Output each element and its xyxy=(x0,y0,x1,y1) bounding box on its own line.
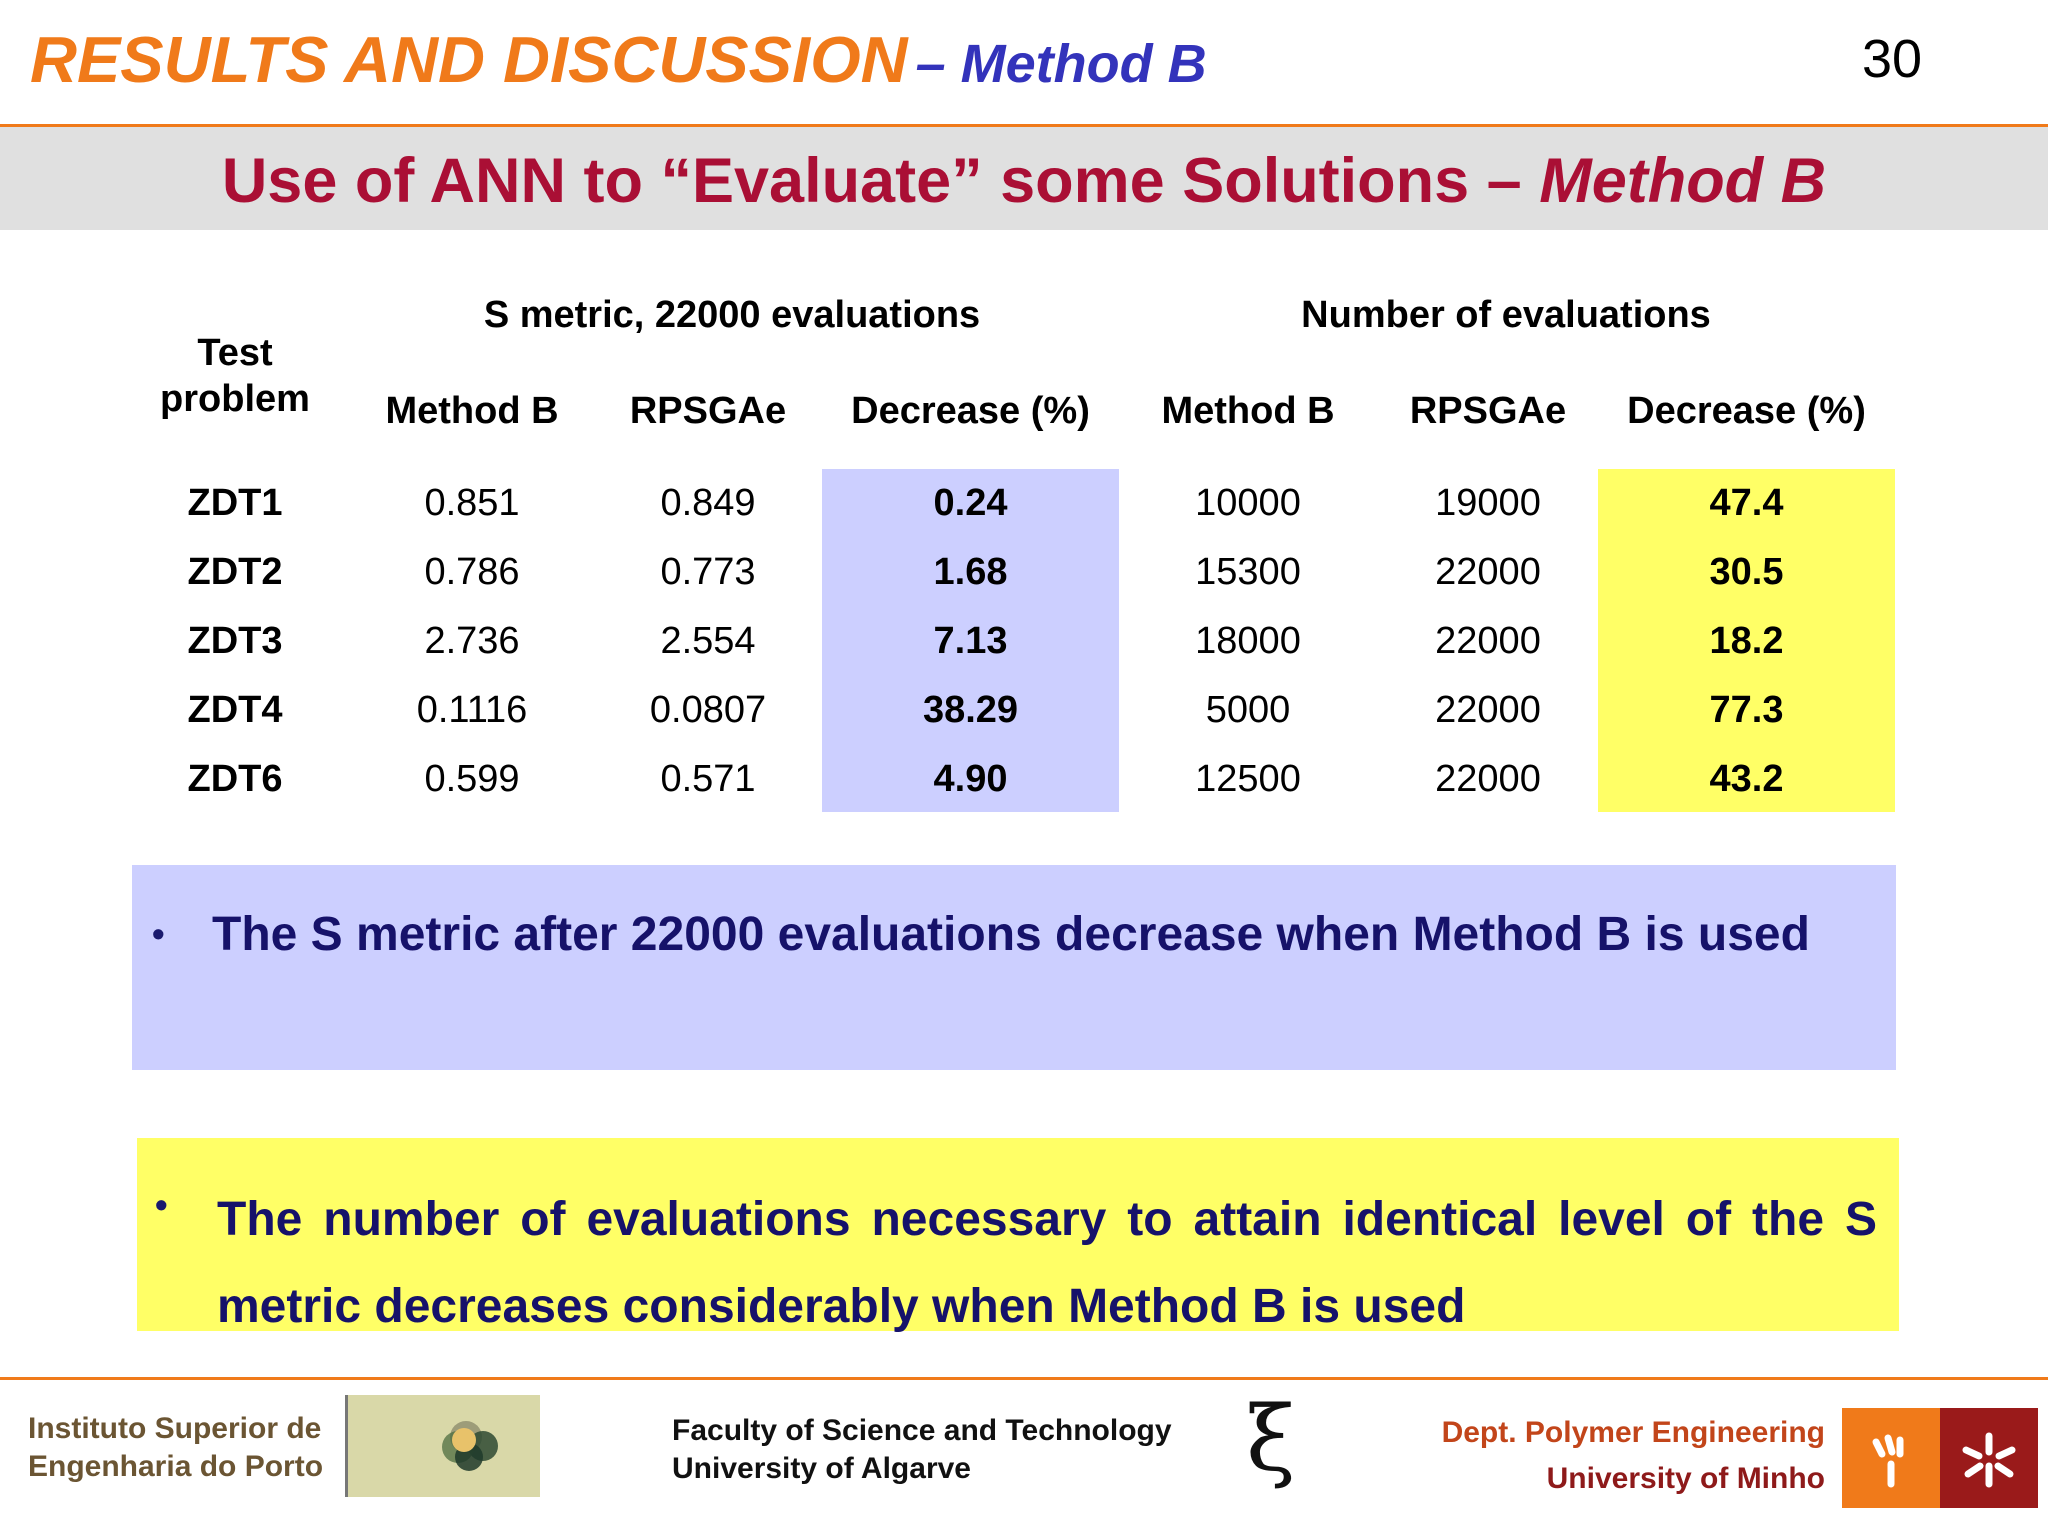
footer-divider xyxy=(0,1377,2048,1380)
bullet-box-s-metric xyxy=(132,865,1896,1070)
footer-algarve xyxy=(672,1412,1172,1488)
group-header-evaluations: Number of evaluations xyxy=(1301,294,1711,336)
slide-title-sub: – Method B xyxy=(915,34,1207,94)
minho-line2: University of Minho xyxy=(1546,1462,1825,1495)
subtitle-band xyxy=(0,127,2048,230)
bullet-icon: • xyxy=(155,1184,168,1225)
table-cell: 0.571 xyxy=(660,758,756,800)
table-cell: 0.0807 xyxy=(649,689,767,731)
table-cell: 10000 xyxy=(1195,482,1301,524)
table-cell: 0.599 xyxy=(424,758,520,800)
table-cell: 2.736 xyxy=(424,620,520,662)
col-header: Decrease (%) xyxy=(1627,390,1866,432)
table-cell: 4.90 xyxy=(933,758,1008,800)
table-cell: 0.1116 xyxy=(416,689,528,731)
group-header-s-metric: S metric, 22000 evaluations xyxy=(483,294,981,336)
table-cell: 19000 xyxy=(1435,482,1541,524)
algarve-line2: University of Algarve xyxy=(672,1452,971,1485)
table-cell: 18.2 xyxy=(1709,620,1784,662)
table-cell: 0.773 xyxy=(660,551,756,593)
algarve-line1: Faculty of Science and Technology xyxy=(672,1414,1172,1447)
table-cell: 7.13 xyxy=(933,620,1008,662)
bullet-box-evaluations xyxy=(137,1138,1899,1331)
footer-minho xyxy=(1442,1414,1825,1498)
table-cell: 0.851 xyxy=(424,482,520,524)
bullet-icon: • xyxy=(152,913,165,954)
table-cell: 77.3 xyxy=(1709,689,1784,731)
slide-title xyxy=(30,22,1207,97)
results-table xyxy=(0,280,2048,820)
col-header: Method B xyxy=(385,390,559,432)
table-cell: 5000 xyxy=(1205,689,1291,731)
isep-logo-graphic xyxy=(348,1395,540,1497)
table-cell: 38.29 xyxy=(922,689,1019,731)
table-cell: 2.554 xyxy=(660,620,756,662)
minho-logo xyxy=(1842,1408,2038,1508)
table-cell: 22000 xyxy=(1435,620,1541,662)
table-cell: 22000 xyxy=(1435,758,1541,800)
table-cell: 22000 xyxy=(1435,551,1541,593)
isep-line1: Instituto Superior de xyxy=(28,1412,322,1445)
table-cell: 0.786 xyxy=(424,551,520,593)
slide-subtitle xyxy=(0,145,2048,217)
table-cell-problem: ZDT6 xyxy=(187,758,283,800)
footer-isep xyxy=(28,1410,323,1486)
bullet-text: The number of evaluations necessary to attain identical level of the S metric decreases considerably when Method B is used xyxy=(217,1193,1877,1333)
table-cell-problem: ZDT1 xyxy=(187,482,283,524)
row-header: Test problem xyxy=(160,332,310,420)
subtitle-italic: Method B xyxy=(1539,146,1827,216)
col-header: Decrease (%) xyxy=(851,390,1090,432)
col-header: RPSGAe xyxy=(1409,390,1567,432)
minho-line1: Dept. Polymer Engineering xyxy=(1441,1416,1825,1449)
bullet-text: The S metric after 22000 evaluations decrease when Method B is used xyxy=(212,908,1810,961)
col-header: RPSGAe xyxy=(629,390,787,432)
table-cell-problem: ZDT4 xyxy=(187,689,283,731)
isep-logo xyxy=(345,1395,540,1497)
table-cell-problem: ZDT2 xyxy=(187,551,283,593)
page-number: 30 xyxy=(1862,29,1923,89)
table-cell: 22000 xyxy=(1435,689,1541,731)
slide-header xyxy=(0,0,2048,124)
table-cell: 47.4 xyxy=(1709,482,1784,524)
slide-title-main: RESULTS AND DISCUSSION xyxy=(30,23,908,96)
algarve-xi-logo-icon: ξ xyxy=(1246,1387,1296,1492)
table-cell: 12500 xyxy=(1195,758,1301,800)
table-cell: 0.24 xyxy=(933,482,1008,524)
isep-line2: Engenharia do Porto xyxy=(28,1450,324,1483)
table-cell-problem: ZDT3 xyxy=(187,620,283,662)
table-cell: 18000 xyxy=(1195,620,1301,662)
minho-logo-graphic xyxy=(1842,1408,2038,1508)
col-header: Method B xyxy=(1161,390,1335,432)
table-cell: 30.5 xyxy=(1709,551,1784,593)
table-cell: 0.849 xyxy=(660,482,756,524)
subtitle-prefix: Use of ANN to “Evaluate” some Solutions – xyxy=(221,146,1540,216)
table-cell: 43.2 xyxy=(1709,758,1784,800)
table-cell: 15300 xyxy=(1195,551,1301,593)
table-cell: 1.68 xyxy=(933,551,1008,593)
